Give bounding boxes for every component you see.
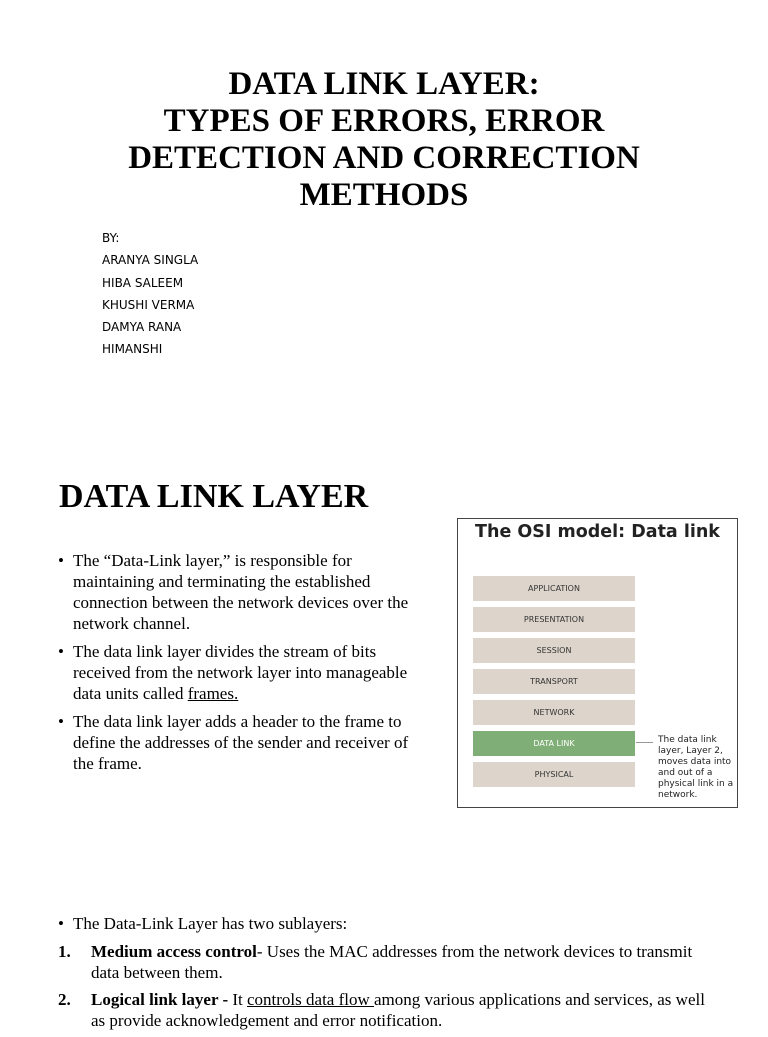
by-label: BY:: [102, 231, 120, 245]
term: Medium access control: [91, 942, 257, 961]
authors-list: [102, 230, 198, 364]
osi-layer-data-link: DATA LINK: [473, 731, 635, 756]
sublayer-item: [58, 989, 718, 1031]
item-text: - Uses the MAC addresses from the network devices to transmit data between them.: [91, 942, 693, 982]
slide2-title: DATA LINK LAYER: [59, 478, 369, 515]
item-text: among various applications and services, as well as provide acknowledgement and error notification.: [91, 990, 705, 1030]
osi-layer-presentation: PRESENTATION: [473, 607, 635, 632]
osi-figure-title: The OSI model: Data link: [475, 522, 720, 542]
bullet-item: [58, 550, 430, 634]
osi-layer-network: NETWORK: [473, 700, 635, 725]
sublayers-intro: • The Data-Link Layer has two sublayers:: [58, 913, 347, 934]
item-number: 2.: [58, 990, 71, 1009]
osi-layer-transport: TRANSPORT: [473, 669, 635, 694]
sublayers-list: [58, 941, 718, 1037]
item-number: 1.: [58, 942, 71, 961]
frames-term: frames.: [187, 684, 239, 703]
osi-layer-session: SESSION: [473, 638, 635, 663]
sublayer-item: [58, 941, 718, 983]
bullet-item: [58, 711, 430, 774]
author-name: DAMYA RANA: [102, 320, 182, 335]
term: Logical link layer -: [91, 990, 233, 1009]
osi-layer-application: APPLICATION: [473, 576, 635, 601]
underlined-term: controls data flow: [247, 990, 374, 1009]
title-line: METHODS: [299, 177, 469, 213]
author-name: HIMANSHI: [102, 342, 163, 357]
bullet-text: The data link layer divides the stream of bits received from the network layer into manageable data units called: [73, 642, 408, 703]
author-name: HIBA SALEEM: [102, 275, 184, 290]
bullet-list: [58, 550, 430, 781]
title-line: DETECTION AND CORRECTION: [128, 140, 640, 176]
bullet-item: [58, 641, 430, 704]
osi-note: The data link layer, Layer 2, moves data into and out of a physical link in a network.: [658, 735, 734, 800]
title-line: TYPES OF ERRORS, ERROR: [163, 103, 605, 139]
osi-model-figure: [457, 518, 738, 808]
author-name: KHUSHI VERMA: [102, 297, 195, 312]
item-text: It: [232, 990, 247, 1009]
slide1-title: [60, 66, 708, 214]
bullet-text: The data link layer adds a header to the frame to define the addresses of the sender and receiver of the frame.: [73, 712, 409, 773]
author-name: ARANYA SINGLA: [102, 253, 199, 268]
pointer-line: [636, 742, 653, 743]
bullet-text: The “Data-Link layer,” is responsible for maintaining and terminating the established connection between the network devices over the network channel.: [73, 551, 409, 633]
osi-layer-physical: PHYSICAL: [473, 762, 635, 787]
title-line: DATA LINK LAYER:: [228, 66, 540, 102]
